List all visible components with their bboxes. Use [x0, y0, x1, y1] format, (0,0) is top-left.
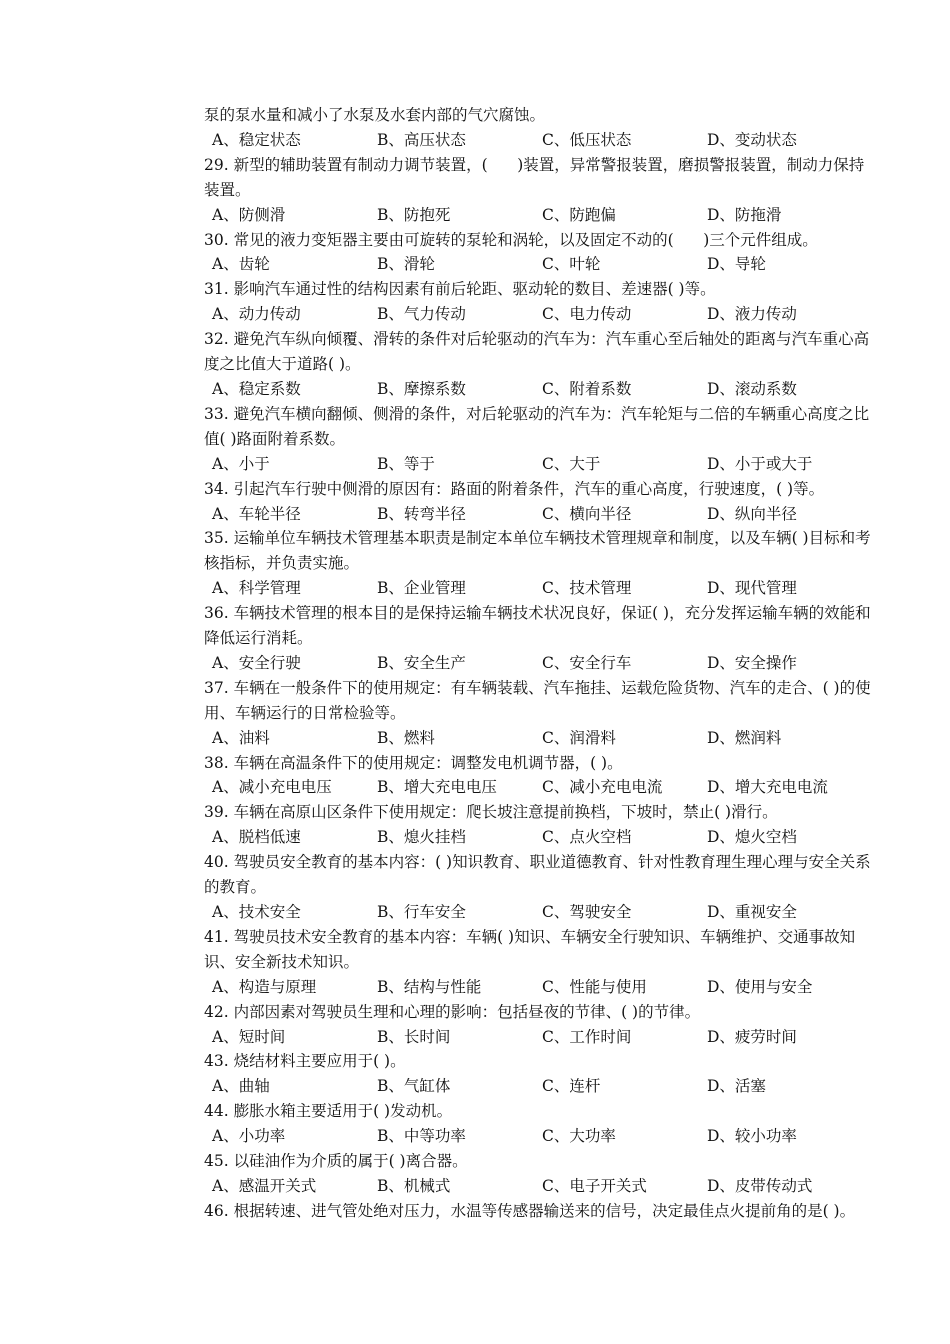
- option: D、导轮: [707, 255, 766, 274]
- option: A、安全行驶: [212, 653, 301, 672]
- option: C、低压状态: [542, 130, 632, 149]
- option: D、重视安全: [707, 903, 797, 921]
- question-stem: 32. 避免汽车纵向倾覆、滑转的条件对后轮驱动的汽车为：汽车重心至后轴处的距离与汽车重心高度之比值大于道路( )。: [204, 330, 870, 374]
- option: A、小功率: [212, 1127, 286, 1146]
- document-page: [204, 103, 872, 1224]
- option: C、工作时间: [542, 1027, 632, 1046]
- options-row: [204, 452, 872, 477]
- option: A、动力传动: [212, 305, 301, 324]
- option: B、燃料: [377, 728, 435, 747]
- option: C、点火空档: [542, 828, 632, 847]
- question-stem: 37. 车辆在一般条件下的使用规定：有车辆装载、汽车拖挂、运载危险货物、汽车的走合、( )的使用、车辆运行的日常检验等。: [204, 678, 871, 722]
- option: B、气缸体: [377, 1077, 451, 1096]
- option: D、活塞: [707, 1077, 766, 1096]
- option: C、安全行车: [542, 653, 632, 672]
- option: D、熄火空档: [707, 828, 797, 847]
- options-row: [204, 900, 872, 925]
- question-stem: 泵的泵水量和减小了水泵及水套内部的气穴腐蚀。: [204, 106, 546, 124]
- option: B、转弯半径: [377, 504, 466, 523]
- option: C、润滑料: [542, 728, 616, 747]
- options-row: [204, 726, 872, 751]
- question-stem: 39. 车辆在高原山区条件下使用规定：爬长坡注意提前换档，下坡时，禁止( )滑行。: [204, 803, 778, 822]
- question-stem: 46. 根据转速、进气管处绝对压力，水温等传感器输送来的信号，决定最佳点火提前角的是( )。: [204, 1201, 856, 1220]
- option: B、滑轮: [377, 255, 435, 274]
- option: A、曲轴: [212, 1077, 270, 1096]
- option: D、较小功率: [707, 1127, 797, 1146]
- question-stem: 33. 避免汽车横向翻倾、侧滑的条件，对后轮驱动的汽车为：汽车轮矩与二倍的车辆重心高度之比值( )路面附着系数。: [204, 404, 870, 448]
- option: A、稳定系数: [212, 379, 301, 398]
- option: B、等于: [377, 454, 435, 473]
- option: D、安全操作: [707, 653, 797, 672]
- option: D、现代管理: [707, 579, 797, 598]
- options-row: [204, 128, 872, 153]
- option: A、构造与原理: [212, 977, 317, 996]
- option: A、短时间: [212, 1027, 286, 1046]
- option: D、疲劳时间: [707, 1027, 797, 1046]
- option: C、驾驶安全: [542, 903, 632, 921]
- option: B、行车安全: [377, 903, 466, 921]
- option: B、中等功率: [377, 1127, 466, 1146]
- option: C、性能与使用: [542, 977, 647, 996]
- option: A、齿轮: [212, 255, 270, 274]
- option: C、电子开关式: [542, 1176, 647, 1195]
- question-stem: 45. 以硅油作为介质的属于( )离合器。: [204, 1152, 468, 1171]
- option: A、小于: [212, 454, 270, 473]
- option: B、安全生产: [377, 653, 466, 672]
- option: B、防抱死: [377, 205, 451, 224]
- option: D、纵向半径: [707, 504, 797, 523]
- option: B、高压状态: [377, 130, 466, 149]
- options-row: [204, 502, 872, 527]
- option: B、长时间: [377, 1027, 451, 1046]
- option: C、叶轮: [542, 255, 601, 274]
- option: C、防跑偏: [542, 205, 616, 224]
- option: D、使用与安全: [707, 977, 813, 996]
- option: B、增大充电电压: [377, 778, 497, 797]
- options-row: [204, 302, 872, 327]
- option: D、小于或大于: [707, 454, 813, 473]
- option: A、技术安全: [212, 903, 301, 921]
- option: D、皮带传动式: [707, 1176, 813, 1195]
- option: C、大功率: [542, 1127, 616, 1146]
- options-row: [204, 203, 872, 228]
- options-row: [204, 252, 872, 277]
- option: C、连杆: [542, 1077, 601, 1096]
- option: C、电力传动: [542, 305, 632, 324]
- option: B、气力传动: [377, 305, 466, 324]
- question-stem: 30. 常见的液力变矩器主要由可旋转的泵轮和涡轮，以及固定不动的( )三个元件组成。: [204, 230, 818, 249]
- option: D、液力传动: [707, 305, 797, 324]
- option: D、燃润料: [707, 728, 782, 747]
- option: D、防拖滑: [707, 205, 782, 224]
- option: C、大于: [542, 454, 601, 473]
- option: A、感温开关式: [212, 1176, 317, 1195]
- option: B、结构与性能: [377, 977, 482, 996]
- question-stem: 42. 内部因素对驾驶员生理和心理的影响：包括昼夜的节律、( )的节律。: [204, 1002, 701, 1021]
- option: A、防侧滑: [212, 205, 286, 224]
- options-row: [204, 1124, 872, 1149]
- option: A、科学管理: [212, 579, 301, 598]
- option: B、企业管理: [377, 579, 466, 598]
- options-row: [204, 1025, 872, 1050]
- option: A、油料: [212, 728, 270, 747]
- question-stem: 31. 影响汽车通过性的结构因素有前后轮距、驱动轮的数目、差速器( )等。: [204, 280, 716, 299]
- options-row: [204, 825, 872, 850]
- option: A、稳定状态: [212, 130, 301, 149]
- option: D、变动状态: [707, 130, 797, 149]
- question-stem: 44. 膨胀水箱主要适用于( )发动机。: [204, 1102, 453, 1121]
- option: B、摩擦系数: [377, 379, 466, 398]
- option: C、技术管理: [542, 579, 632, 598]
- question-stem: 35. 运输单位车辆技术管理基本职责是制定本单位车辆技术管理规章和制度，以及车辆( )目标和考核指标，并负责实施。: [204, 529, 871, 573]
- option: B、机械式: [377, 1176, 451, 1195]
- question-stem: 36. 车辆技术管理的根本目的是保持运输车辆技术状况良好，保证( )，充分发挥运输车辆的效能和降低运行消耗。: [204, 604, 871, 648]
- question-stem: 38. 车辆在高温条件下的使用规定：调整发电机调节器，( )。: [204, 753, 623, 772]
- option: A、车轮半径: [212, 504, 301, 523]
- question-stem: 34. 引起汽车行驶中侧滑的原因有：路面的附着条件，汽车的重心高度，行驶速度，( )等。: [204, 479, 825, 498]
- option: A、减小充电电压: [212, 778, 332, 797]
- options-row: [204, 1074, 872, 1099]
- options-row: [204, 1174, 872, 1199]
- option: C、横向半径: [542, 504, 632, 523]
- option: C、减小充电电流: [542, 778, 663, 797]
- options-row: [204, 975, 872, 1000]
- question-stem: 40. 驾驶员安全教育的基本内容：( )知识教育、职业道德教育、针对性教育理生理心理与安全关系的教育。: [204, 853, 871, 897]
- options-row: [204, 576, 872, 601]
- option: D、滚动系数: [707, 379, 797, 398]
- options-row: [204, 775, 872, 800]
- option: B、熄火挂档: [377, 828, 466, 847]
- option: C、附着系数: [542, 379, 632, 398]
- option: D、增大充电电流: [707, 778, 828, 797]
- question-stem: 43. 烧结材料主要应用于( )。: [204, 1052, 406, 1071]
- question-stem: 29. 新型的辅助装置有制动力调节装置，( )装置，异常警报装置，磨损警报装置，制动力保持装置。: [204, 155, 865, 199]
- options-row: [204, 651, 872, 676]
- option: A、脱档低速: [212, 828, 301, 847]
- options-row: [204, 377, 872, 402]
- question-stem: 41. 驾驶员技术安全教育的基本内容：车辆( )知识、车辆安全行驶知识、车辆维护、交通事故知识、安全新技术知识。: [204, 927, 856, 971]
